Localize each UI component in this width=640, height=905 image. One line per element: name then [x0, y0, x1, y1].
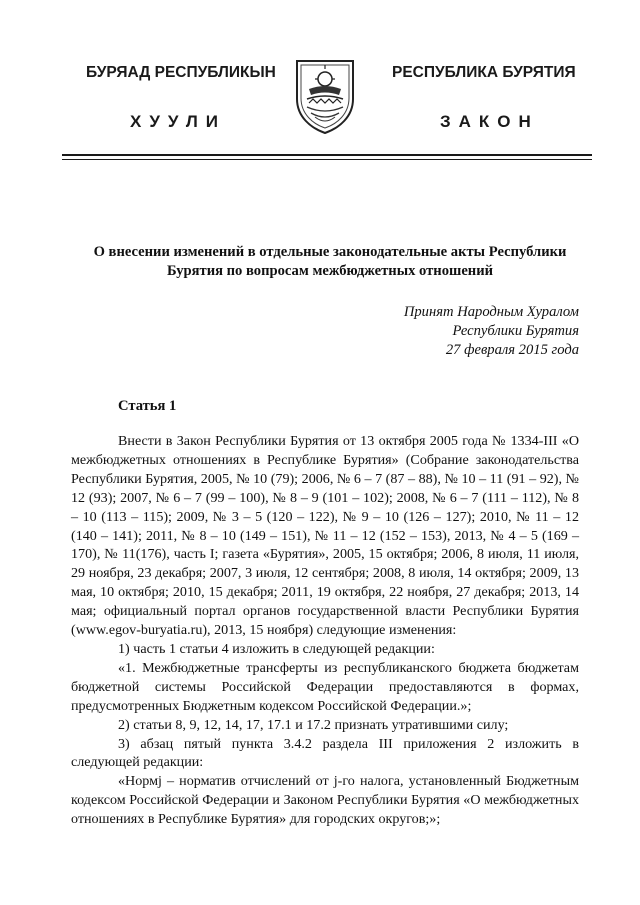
header-left-title: БУРЯАД РЕСПУБЛИКЫН [86, 64, 276, 81]
header-right-title: РЕСПУБЛИКА БУРЯТИЯ [392, 64, 576, 81]
header-divider-thin [62, 159, 592, 160]
article-paragraph: «Нормj – норматив отчислений от j-го налога, установленный Бюджетным кодексом Российской Федерации и Законом Республики Бурятия «О межбюджетных отношениях в Республике Бурятия» для городских округов;»; [71, 773, 579, 828]
adoption-date: 27 февраля 2015 года [445, 342, 579, 358]
adoption-line: Республики Бурятия [452, 323, 579, 339]
article-body [71, 432, 579, 829]
coat-of-arms-icon [291, 55, 359, 135]
header-left-subtitle: ХУУЛИ [130, 112, 226, 131]
adoption-note [330, 303, 579, 360]
article-paragraph: Внести в Закон Республики Бурятия от 13 октября 2005 года № 1334-III «О межбюджетных отношениях в Республике Бурятия» (Собрание законодательства Республики Бурятия, 2005, № 10 (79); 2006, № 6 – 7 (87 – 88), № 10 – 11 (91 – 92), № 12 (93); 2007, № 6 – 7 (99 – 100), № 8 – 9 (101 – 102); 2008, № 6 – 7 (111 – 112), № 8 – 10 (113 – 115); 2009, № 3 – 5 (120 – 122), № 9 – 10 (126 – 127); 2010, № 11 – 12 (140 – 141); 2011, № 8 – 10 (149 – 151), № 11 – 12 (152 – 153), 2013, № 4 – 5 (169 – 170), № 11(176), часть I; газета «Бурятия», 2005, 15 октября; 2006, 8 июля, 11 июля, 29 ноября, 23 декабря; 2007, 3 июля, 12 сентября; 2008, 8 июля, 14 октября; 2009, 13 мая, 10 октября; 2010, 15 декабря; 2011, 19 октября, 22 ноября, 27 декабря; 2013, 14 мая; официальный портал органов государственной власти Республики Бурятия (www.egov-buryatia.ru), 2013, 15 ноября) следующие изменения: [71, 433, 579, 639]
law-title: О внесении изменений в отдельные законодательные акты Республики Бурятия по вопросам межбюджетных отношений [93, 244, 567, 279]
article-paragraph: 2) статьи 8, 9, 12, 14, 17, 17.1 и 17.2 признать утратившими силу; [118, 716, 509, 733]
adoption-line: Принят Народным Хуралом [403, 304, 579, 320]
article-paragraph: 3) абзац пятый пункта 3.4.2 раздела III приложения 2 изложить в следующей редакции: [71, 735, 579, 771]
article-paragraph: «1. Межбюджетные трансферты из республиканского бюджета бюджетам бюджетной системы Российской Федерации предоставляются в формах, предусмотренных Бюджетным кодексом Российской Федерации.»; [71, 659, 579, 714]
header-right-subtitle: ЗАКОН [440, 112, 539, 131]
article-heading: Статья 1 [118, 398, 177, 414]
header-divider [62, 154, 592, 156]
article-paragraph: 1) часть 1 статьи 4 изложить в следующей редакции: [118, 640, 435, 657]
